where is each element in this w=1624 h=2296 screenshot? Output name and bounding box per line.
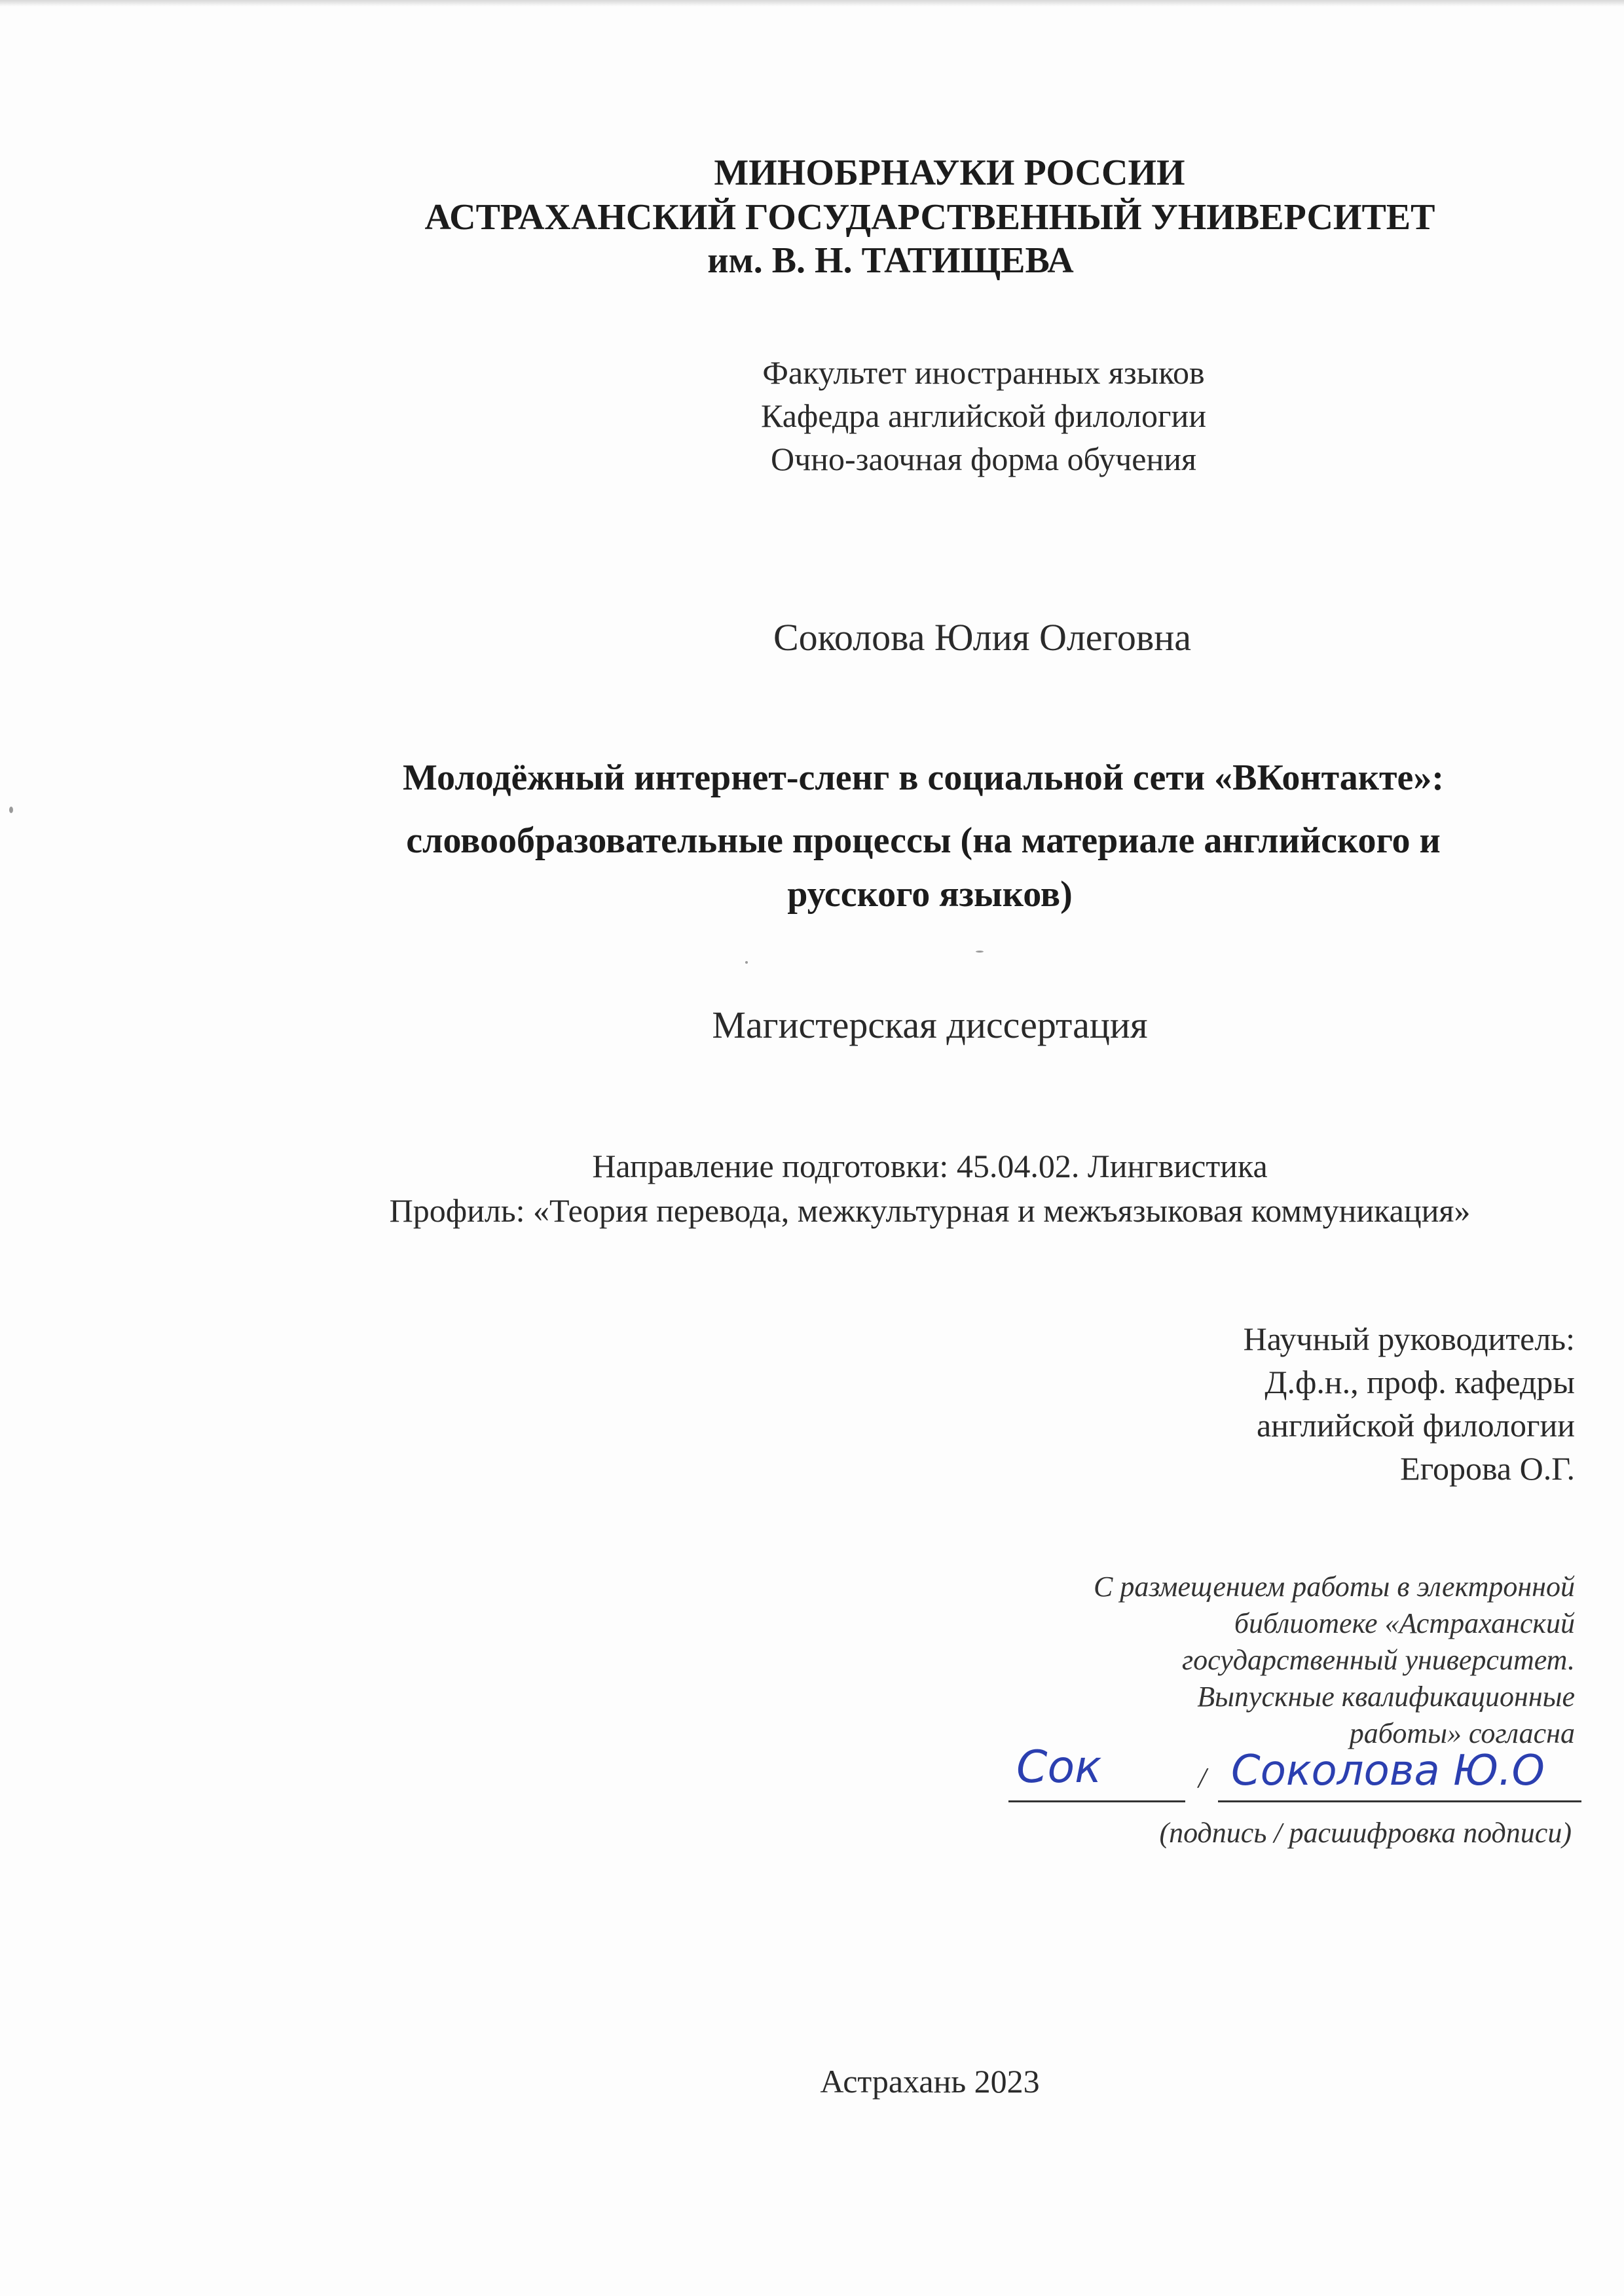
study-form: Очно-заочная форма обучения xyxy=(771,441,1196,477)
ministry-heading: МИНОБРНАУКИ РОССИИ xyxy=(714,153,1185,193)
signature-slash: / xyxy=(1198,1762,1207,1794)
supervisor-block xyxy=(851,1317,1575,1490)
handwritten-signature: Сок xyxy=(1016,1741,1102,1793)
thesis-title-line-2: словообразовательные процессы (на материале английского и xyxy=(406,820,1441,861)
consent-block xyxy=(851,1569,1575,1752)
city-year: Астрахань 2023 xyxy=(820,2063,1040,2100)
consent-line-4: Выпускные квалификационные xyxy=(1197,1681,1575,1713)
scan-speck xyxy=(9,807,13,813)
thesis-title-line-3: русского языков) xyxy=(787,874,1073,915)
work-type: Магистерская диссертация xyxy=(712,1004,1148,1046)
author-name: Соколова Юлия Олеговна xyxy=(773,616,1192,659)
chair-name: Кафедра английской филологии xyxy=(761,397,1206,434)
program-profile: Профиль: «Теория перевода, межкультурная и межъязыковая коммуникация» xyxy=(389,1192,1471,1229)
scan-edge xyxy=(0,0,1624,7)
handwritten-name: Соколова Ю.О xyxy=(1231,1747,1545,1795)
consent-line-2: библиотеке «Астраханский xyxy=(1234,1607,1575,1639)
scan-speck xyxy=(745,961,748,964)
consent-line-1: С размещением работы в электронной xyxy=(1094,1571,1575,1603)
university-heading: АСТРАХАНСКИЙ ГОСУДАРСТВЕННЫЙ УНИВЕРСИТЕТ xyxy=(424,197,1435,238)
university-named-after: им. В. Н. ТАТИЩЕВА xyxy=(707,240,1074,281)
signature-caption: (подпись / расшифровка подписи) xyxy=(1159,1817,1572,1849)
scan-speck xyxy=(976,951,984,953)
faculty-name: Факультет иностранных языков xyxy=(762,354,1205,391)
supervisor-label: Научный руководитель: xyxy=(1243,1321,1575,1357)
supervisor-name: Егорова О.Г. xyxy=(1400,1450,1575,1487)
consent-line-3: государственный университет. xyxy=(1182,1644,1575,1676)
consent-line-5: работы» согласна xyxy=(1349,1717,1575,1749)
program-direction: Направление подготовки: 45.04.02. Лингвистика xyxy=(592,1148,1268,1184)
supervisor-chair: английской филологии xyxy=(1256,1407,1575,1444)
thesis-title-line-1: Молодёжный интернет-сленг в социальной сети «ВКонтакте»: xyxy=(402,757,1445,798)
supervisor-degree: Д.ф.н., проф. кафедры xyxy=(1264,1364,1575,1400)
